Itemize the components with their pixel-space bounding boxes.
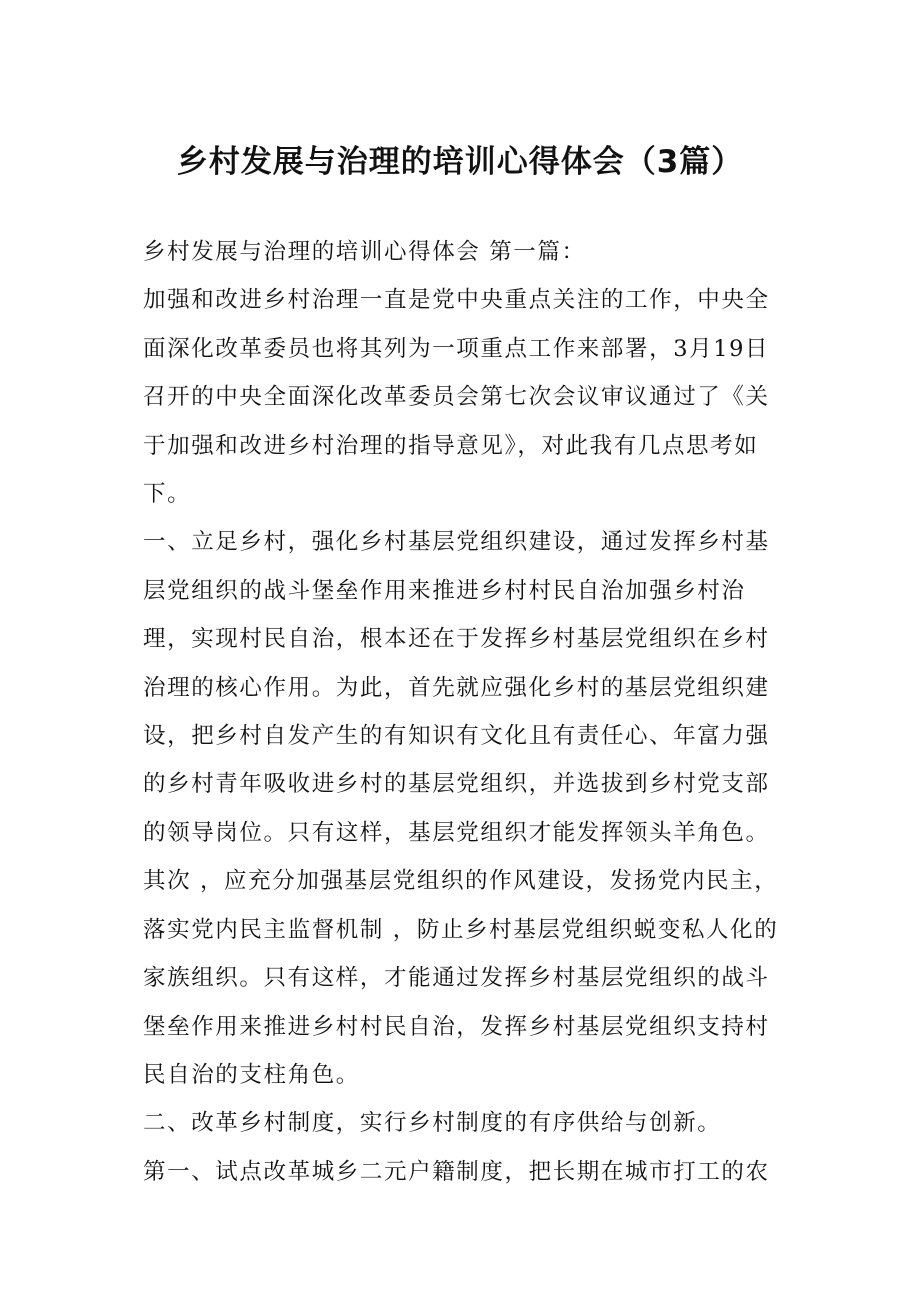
paragraph-point-two: 二、改革乡村制度，实行乡村制度的有序供给与创新。	[143, 1110, 722, 1137]
document-body	[143, 228, 783, 1196]
paragraph-point-one: 一、立足乡村，强化乡村基层党组织建设，通过发挥乡村基层党组织的战斗堡垒作用来推进乡村村民自治加强乡村治理，实现村民自治，根本还在于发挥乡村基层党组织在乡村治理的核心作用。为此，首先就应强化乡村的基层党组织建设，把乡村自发产生的有知识有文化且有责任心、年富力强的乡村青年吸收进乡村的基层党组织，并选拔到乡村党支部的领导岗位。只有这样，基层党组织才能发挥领头羊角色。其次 ，应充分加强基层党组织的作风建设，发扬党内民主，落实党内民主监督机制 ，防止乡村基层党组织蜕变私人化的家族组织。只有这样，才能通过发挥乡村基层党组织的战斗堡垒作用来推进乡村村民自治，发挥乡村基层党组织支持村民自治的支柱角色。	[143, 529, 779, 1088]
document-title: 乡村发展与治理的培训心得体会（3篇）	[176, 144, 744, 180]
paragraph-item-first: 第一、试点改革城乡二元户籍制度，把长期在城市打工的农	[143, 1158, 770, 1185]
section-subtitle: 乡村发展与治理的培训心得体会 第一篇：	[143, 239, 586, 265]
paragraph-intro: 加强和改进乡村治理一直是党中央重点关注的工作，中央全面深化改革委员也将其列为一项重点工作来部署，3月19日召开的中央全面深化改革委员会第七次会议审议通过了《关于加强和改进乡村治理的指导意见》，对此我有几点思考如下。	[143, 287, 770, 508]
